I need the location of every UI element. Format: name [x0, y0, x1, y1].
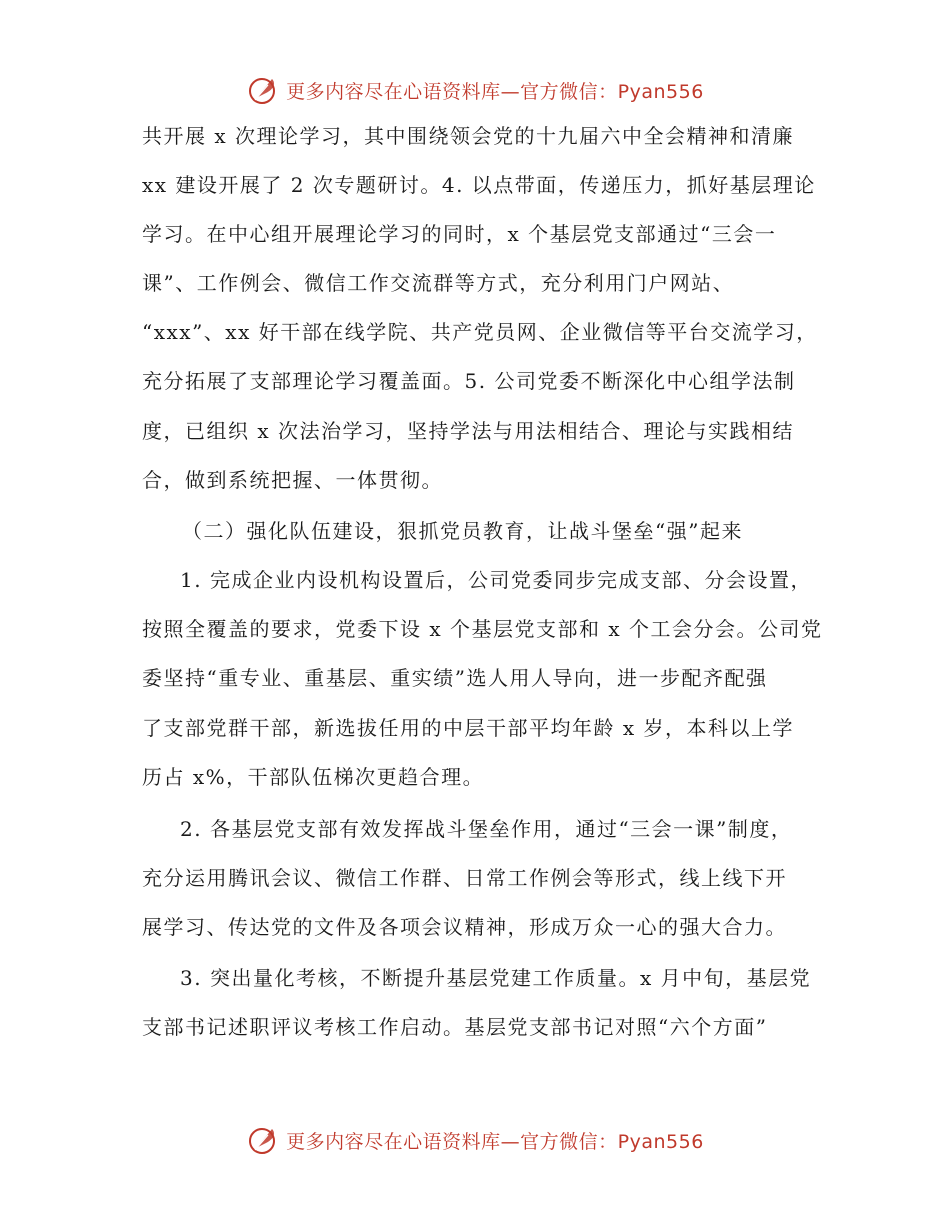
text-line: 合，做到系统把握、一体贯彻。: [142, 468, 443, 492]
section-heading: （二）强化队伍建设，狠抓党员教育，让战斗堡垒“强”起来: [182, 519, 743, 543]
text-line: 支部书记述职评议考核工作启动。基层党支部书记对照“六个方面”: [142, 1015, 768, 1039]
footer-watermark: [0, 1120, 950, 1160]
feather-pen-logo-icon: [246, 1123, 280, 1157]
text-line: 按照全覆盖的要求，党委下设 x 个基层党支部和 x 个工会分会。公司党: [142, 617, 823, 641]
text-line: 充分拓展了支部理论学习覆盖面。5. 公司党委不断深化中心组学法制: [142, 369, 796, 393]
text-line: 课”、工作例会、微信工作交流群等方式，充分利用门户网站、: [142, 271, 735, 295]
text-line: 2. 各基层党支部有效发挥战斗堡垒作用，通过“三会一课”制度，: [180, 817, 793, 841]
text-line: xx 建设开展了 2 次专题研讨。4. 以点带面，传递压力，抓好基层理论: [142, 173, 816, 197]
text-line: 充分运用腾讯会议、微信工作群、日常工作例会等形式，线上线下开: [142, 866, 787, 890]
text-line: 3. 突出量化考核，不断提升基层党建工作质量。x 月中旬，基层党: [180, 966, 812, 990]
text-line: 历占 x%，干部队伍梯次更趋合理。: [142, 765, 485, 789]
text-line: “xxx”、xx 好干部在线学院、共产党员网、企业微信等平台交流学习，: [142, 320, 818, 344]
text-line: 学习。在中心组开展理论学习的同时，x 个基层党支部通过“三会一: [142, 222, 777, 246]
text-line: 展学习、传达党的文件及各项会议精神，形成万众一心的强大合力。: [142, 915, 787, 939]
text-line: 1. 完成企业内设机构设置后，公司党委同步完成支部、分会设置，: [180, 568, 812, 592]
watermark-text: 更多内容尽在心语资料库—官方微信：Pyan556: [286, 80, 704, 103]
text-line: 度，已组织 x 次法治学习，坚持学法与用法相结合、理论与实践相结: [142, 419, 794, 443]
text-line: 了支部党群干部，新选拔任用的中层干部平均年龄 x 岁，本科以上学: [142, 716, 794, 740]
watermark-text: 更多内容尽在心语资料库—官方微信：Pyan556: [286, 1130, 704, 1153]
text-line: 委坚持“重专业、重基层、重实绩”选人用人导向，进一步配齐配强: [142, 666, 768, 690]
text-line: 共开展 x 次理论学习，其中围绕领会党的十九届六中全会精神和清廉: [142, 124, 794, 148]
